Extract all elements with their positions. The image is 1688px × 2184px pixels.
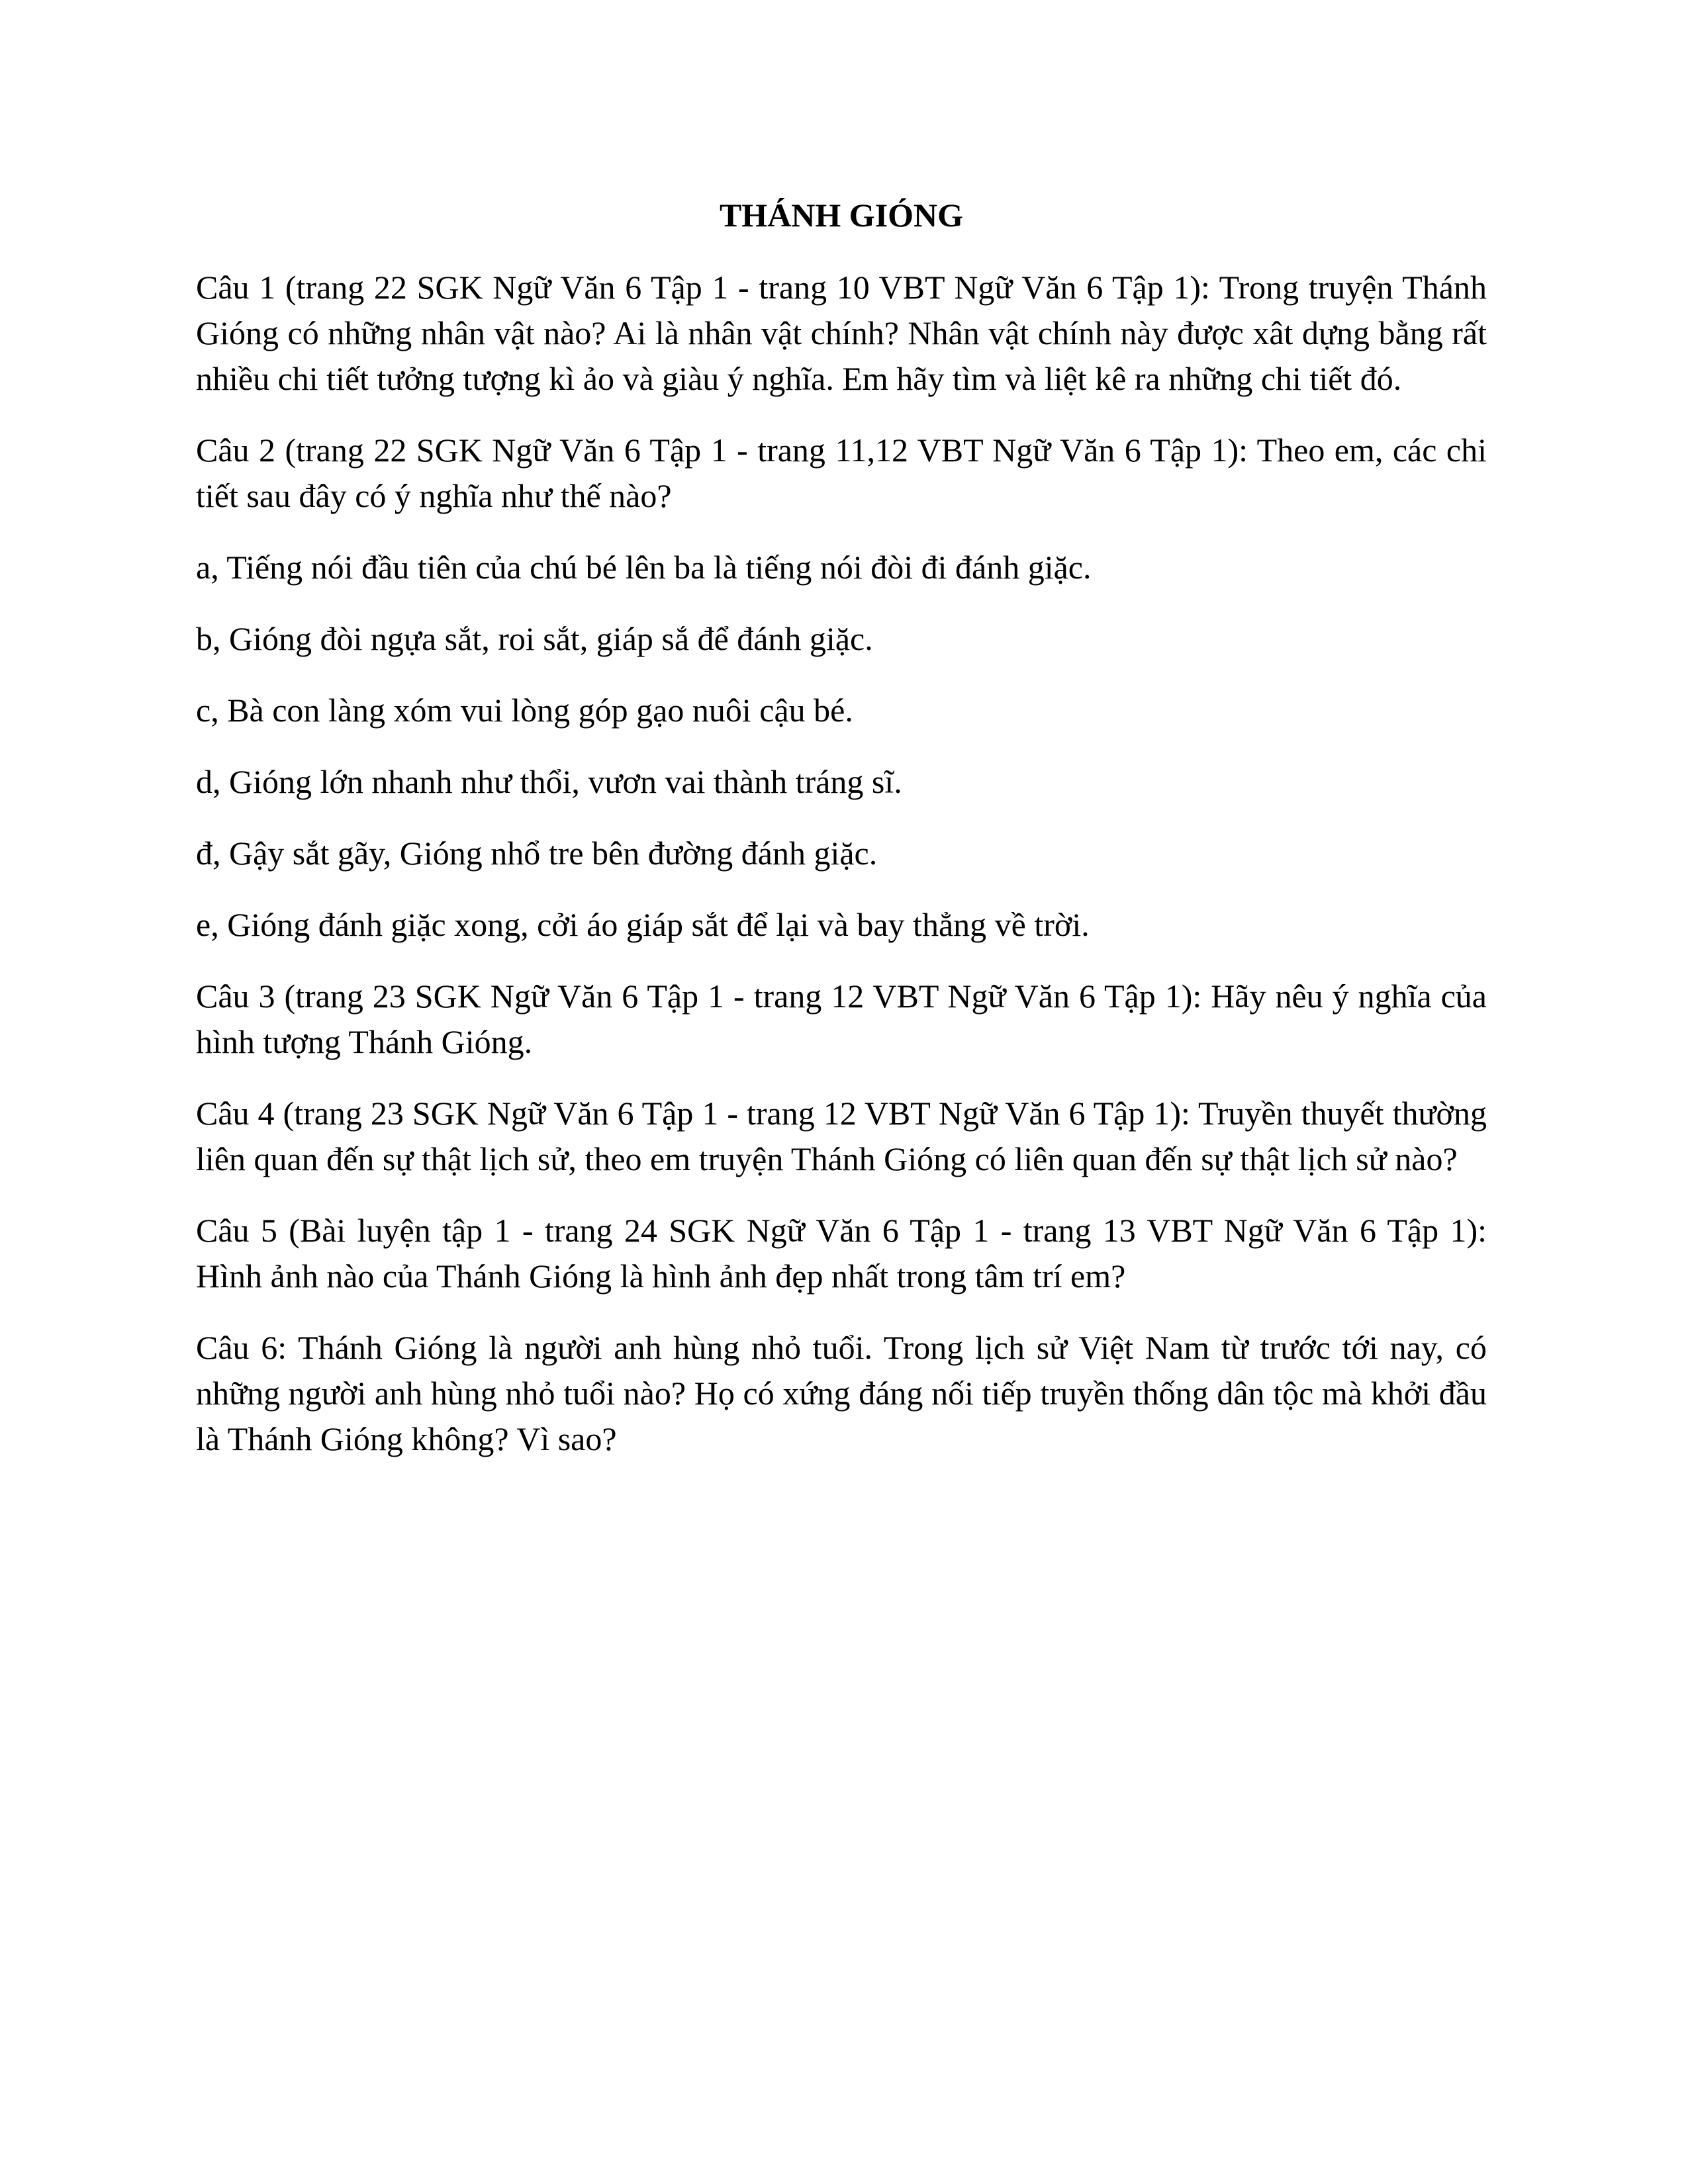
question-4: Câu 4 (trang 23 SGK Ngữ Văn 6 Tập 1 - trang 12 VBT Ngữ Văn 6 Tập 1): Truyền thuyết thường liên quan đến sự thật lịch sử, theo em truyện Thánh Gióng có liên quan đến sự thật lịch sử nào? <box>196 1095 1487 1177</box>
detail-item-a: a, Tiếng nói đầu tiên của chú bé lên ba là tiếng nói đòi đi đánh giặc. <box>196 549 1092 586</box>
question-6: Câu 6: Thánh Gióng là người anh hùng nhỏ tuổi. Trong lịch sử Việt Nam từ trước tới nay, có những người anh hùng nhỏ tuổi nào? Họ có xứng đáng nối tiếp truyền thống dân tộc mà khởi đầu là Thánh Gióng không? Vì sao? <box>196 1329 1487 1457</box>
question-1: Câu 1 (trang 22 SGK Ngữ Văn 6 Tập 1 - trang 10 VBT Ngữ Văn 6 Tập 1): Trong truyện Thánh Gióng có những nhân vật nào? Ai là nhân vật chính? Nhân vật chính này được xât dựng bằng rất nhiều chi tiết tưởng tượng kì ảo và giàu ý nghĩa. Em hãy tìm và liệt kê ra những chi tiết đó. <box>196 269 1487 397</box>
question-5: Câu 5 (Bài luyện tập 1 - trang 24 SGK Ngữ Văn 6 Tập 1 - trang 13 VBT Ngữ Văn 6 Tập 1): Hình ảnh nào của Thánh Gióng là hình ảnh đẹp nhất trong tâm trí em? <box>196 1212 1487 1295</box>
detail-item-dd: đ, Gậy sắt gãy, Gióng nhổ tre bên đường đánh giặc. <box>196 835 878 872</box>
question-2: Câu 2 (trang 22 SGK Ngữ Văn 6 Tập 1 - trang 11,12 VBT Ngữ Văn 6 Tập 1): Theo em, các chi tiết sau đây có ý nghĩa như thế nào? <box>196 432 1487 514</box>
document-body <box>196 192 1487 1488</box>
question-3: Câu 3 (trang 23 SGK Ngữ Văn 6 Tập 1 - trang 12 VBT Ngữ Văn 6 Tập 1): Hãy nêu ý nghĩa của hình tượng Thánh Gióng. <box>196 978 1487 1060</box>
detail-item-b: b, Gióng đòi ngựa sắt, roi sắt, giáp sắ để đánh giặc. <box>196 620 873 657</box>
detail-item-e: e, Gióng đánh giặc xong, cởi áo giáp sắt để lại và bay thẳng về trời. <box>196 906 1090 943</box>
document-title: THÁNH GIÓNG <box>719 197 964 234</box>
detail-item-d: d, Gióng lớn nhanh như thổi, vươn vai thành tráng sĩ. <box>196 763 902 800</box>
detail-item-c: c, Bà con làng xóm vui lòng góp gạo nuôi cậu bé. <box>196 692 853 729</box>
